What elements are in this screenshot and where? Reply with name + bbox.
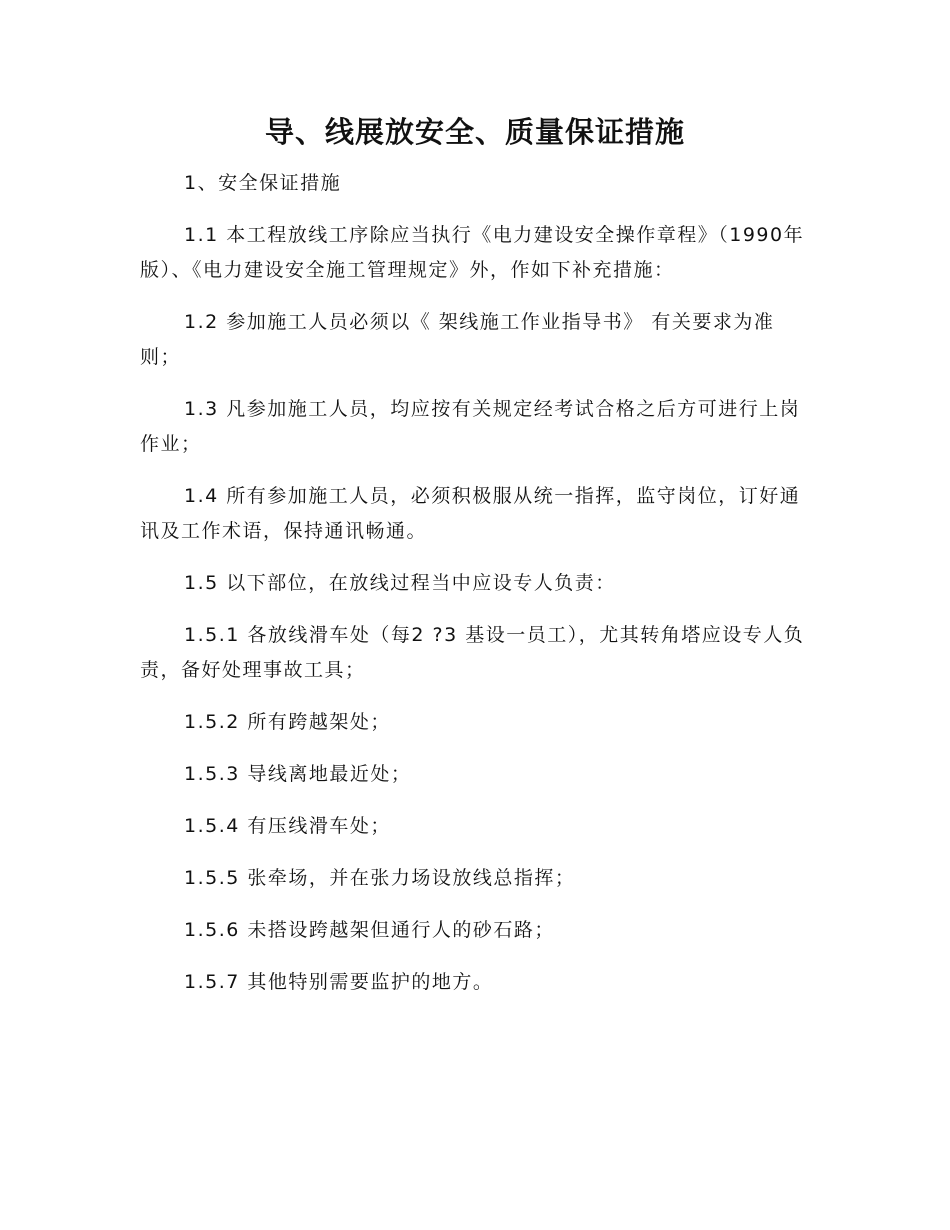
paragraph-1-1: 1.1 本工程放线工序除应当执行《电力建设安全操作章程》（1990年版）、《电力建设安全施工管理规定》外，作如下补充措施：	[140, 224, 805, 281]
section-heading-safety: 1、安全保证措施	[184, 172, 342, 194]
paragraph-1-5-3: 1.5.3 导线离地最近处；	[184, 763, 412, 785]
paragraph-1-5-6: 1.5.6 未搭设跨越架但通行人的砂石路；	[184, 919, 555, 941]
paragraph-1-3: 1.3 凡参加施工人员，均应按有关规定经考试合格之后方可进行上岗作业；	[140, 398, 801, 455]
paragraph-1-5-1: 1.5.1 各放线滑车处（每2 ?3 基设一员工），尤其转角塔应设专人负责，备好处理事故工具；	[140, 624, 805, 681]
paragraph-1-5-7: 1.5.7 其他特别需要监护的地方。	[184, 971, 494, 993]
paragraph-1-5-2: 1.5.2 所有跨越架处；	[184, 711, 391, 733]
paragraph-1-2: 1.2 参加施工人员必须以《 架线施工作业指导书》 有关要求为准则；	[140, 311, 775, 368]
paragraph-1-5: 1.5 以下部位，在放线过程当中应设专人负责：	[184, 572, 616, 594]
paragraph-1-5-4: 1.5.4 有压线滑车处；	[184, 815, 391, 837]
document-title: 导、线展放安全、质量保证措施	[264, 115, 685, 149]
paragraph-1-5-5: 1.5.5 张牵场，并在张力场设放线总指挥；	[184, 867, 576, 889]
document-body	[140, 166, 812, 1017]
paragraph-1-4: 1.4 所有参加施工人员，必须积极服从统一指挥，监守岗位，订好通讯及工作术语，保持通讯畅通。	[140, 485, 801, 542]
